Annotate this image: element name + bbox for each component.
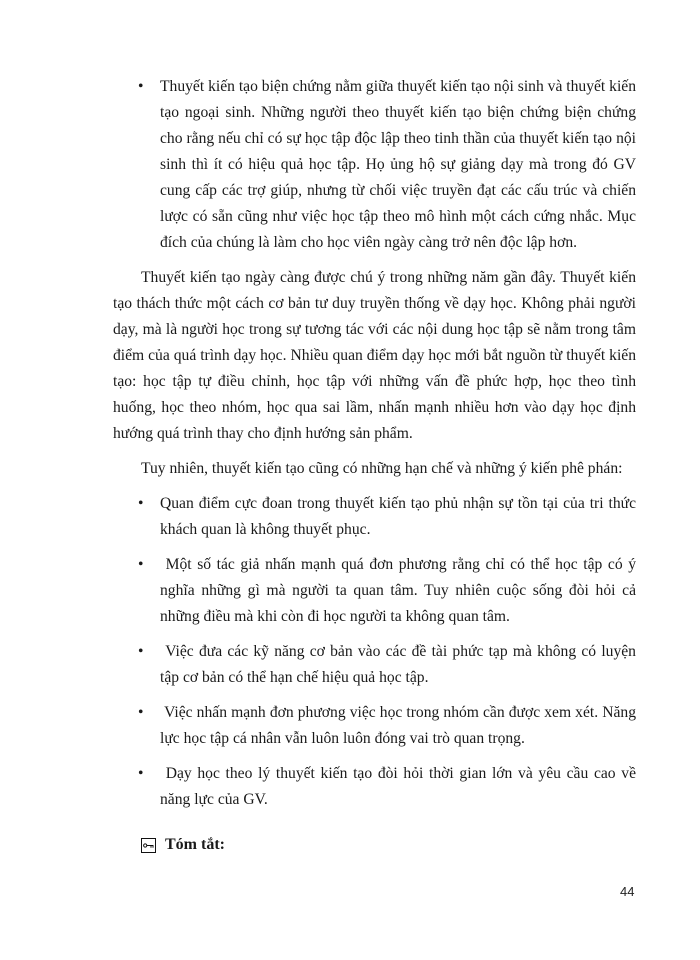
bullet-text: Quan điểm cực đoan trong thuyết kiến tạo phủ nhận sự tồn tại của tri thức khách quan là không thuyết phục. (160, 495, 636, 538)
bullet-text: Dạy học theo lý thuyết kiến tạo đòi hỏi thời gian lớn và yêu cầu cao về năng lực của GV. (160, 765, 636, 808)
page-number: 44 (620, 884, 635, 899)
bullet-icon: • (138, 704, 144, 721)
bullet-text: Thuyết kiến tạo biện chứng nằm giữa thuyết kiến tạo nội sinh và thuyết kiến tạo ngoại sinh. Những người theo thuyết kiến tạo biện chứng biện chứng cho rằng nếu chỉ có sự học tập độc lập theo tinh thần của thuyết kiến tạo nội sinh thì ít có hiệu quả học tập. Họ ủng hộ sự giảng dạy mà trong đó GV cung cấp các trợ giúp, nhưng từ chối việc truyền đạt các cấu trúc và chiến lược có sẵn cũng như việc học tập theo mô hình một cách cứng nhắc. Mục đích của chúng là làm cho học viên ngày càng trở nên độc lập hơn. (160, 78, 636, 251)
bullet-icon: • (138, 765, 144, 782)
bullet-icon: • (138, 78, 144, 95)
list-item (113, 639, 636, 691)
page-content (113, 74, 636, 822)
list-item (113, 74, 636, 256)
key-glyph (143, 842, 154, 849)
list-item (113, 700, 636, 752)
summary-heading (141, 836, 225, 854)
bullet-text: Việc đưa các kỹ năng cơ bản vào các đề tài phức tạp mà không có luyện tập cơ bản có thể hạn chế hiệu quả học tập. (160, 643, 636, 686)
list-item (113, 491, 636, 543)
dialectical-constructivism-list (113, 74, 636, 256)
body-paragraph: Tuy nhiên, thuyết kiến tạo cũng có những hạn chế và những ý kiến phê phán: (141, 460, 623, 477)
bullet-text: Việc nhấn mạnh đơn phương việc học trong nhóm cần được xem xét. Năng lực học tập cá nhân vẫn luôn luôn đóng vai trò quan trọng. (160, 704, 636, 747)
list-item (113, 761, 636, 813)
summary-label: Tóm tắt: (165, 836, 225, 853)
bullet-text: Một số tác giả nhấn mạnh quá đơn phương rằng chỉ có thể học tập có ý nghĩa những gì mà người ta quan tâm. Tuy nhiên cuộc sống đòi hỏi cả những điều mà khi còn đi học người ta không quan tâm. (160, 556, 637, 625)
key-icon (141, 838, 156, 853)
body-paragraph: Thuyết kiến tạo ngày càng được chú ý trong những năm gần đây. Thuyết kiến tạo thách thức một cách cơ bản tư duy truyền thống về dạy học. Không phải người dạy, mà là người học trong sự tương tác với các nội dung học tập sẽ nằm trong tâm điểm của quá trình dạy học. Nhiều quan điểm dạy học mới bắt nguồn từ thuyết kiến tạo: học tập tự điều chỉnh, học tập với những vấn đề phức hợp, học theo tình huống, học theo nhóm, học qua sai lầm, nhấn mạnh nhiều hơn vào dạy học định hướng quá trình thay cho định hướng sản phẩm. (113, 269, 636, 442)
bullet-icon: • (138, 495, 144, 512)
bullet-icon: • (138, 556, 144, 573)
bullet-icon: • (138, 643, 144, 660)
criticism-list (113, 491, 636, 813)
list-item (113, 552, 636, 630)
